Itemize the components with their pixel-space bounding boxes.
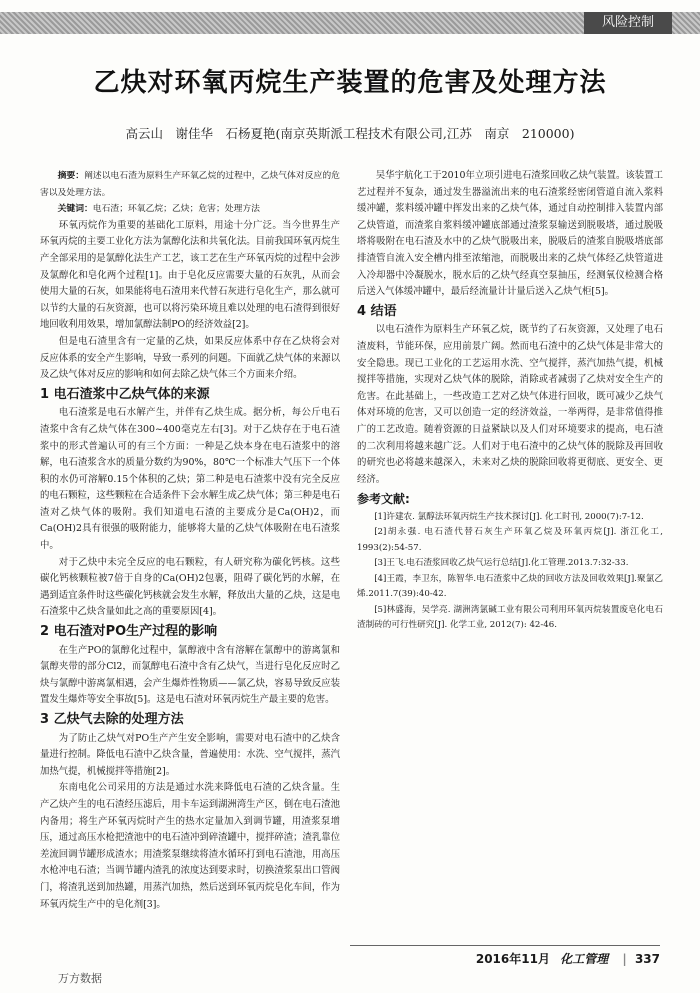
section-heading: 1 电石渣浆中乙炔气体的来源: [40, 386, 210, 402]
intro-paragraph: 但是电石渣里含有一定量的乙炔，如果反应体系中存在乙炔将会对反应体系的安全产生影响，导致一系列的问题。下面就乙炔气体的来源以及乙炔气体对反应的影响和如何去除乙炔气体三个方面来介绍。: [40, 335, 341, 381]
watermark: 万方数据: [58, 972, 102, 985]
reference-item: [3]王飞.电石渣浆回收乙炔气运行总结[J].化工管理.2013.7:32-33.: [374, 558, 629, 569]
body-paragraph: 电石渣浆是电石水解产生，并伴有乙炔生成。据分析，每公斤电石渣浆中含有乙炔气体在300~400毫克左右[3]。对于乙炔存在于电石渣浆中的形式普遍认可的有三个方面：一种是乙炔本身在电石渣浆中的溶解，电石渣浆含水的质量分数约为90%，80℃一个标准大气压下一个体积的水仍可溶解0.15个体积的乙炔；第二种是电石渣浆中没有完全反应的电石颗粒，这些颗粒在合适条件下会水解生成乙炔气体；第三种是电石渣对乙炔气体的吸附。我们知道电石渣的主要成分是Ca(OH)2，而Ca(OH)2具有很强的吸附能力，能够将大量的乙炔气体吸附在电石渣浆中。: [40, 407, 341, 552]
body-paragraph: 以电石渣作为原料生产环氧乙烷，既节约了石灰资源，又处理了电石渣废料，节能环保，应用前景广阔。然而电石渣中的乙炔气体是非常大的安全隐患。现已工业化的工艺运用水洗、空气搅拌，蒸汽加热气提，机械搅拌等措施，实现对乙炔气体的脱除，消除或者减弱了乙炔对安全生产的危害。在此基础上，一些改造工艺对乙炔气体进行回收，既可减少乙炔气体对环境的危害，又可以创造一定的经济效益，一举两得，是非常值得推广的工艺改造。随着资源的日益紧缺以及人们对环境要求的提高，电石渣的二次利用将越来越广泛。人们对于电石渣中的乙炔气体的脱除及再回收的研究也必将越来越深入，未来对乙炔的脱除回收将更彻底、更安全、更经济。: [357, 324, 663, 485]
body-paragraph: 东南电化公司采用的方法是通过水洗来降低电石渣的乙炔含量。生产乙炔产生的电石渣经压滤后，用卡车运到湖洲湾生产区，倒在电石渣池内备用；将生产环氧丙烷时产生的热水定量加入到调节罐，用渣浆泵增压，通过高压水枪把渣池中的电石渣冲到碎渣罐中，搅拌碎渣；渣乳靠位差流回调节罐形成渣水；用渣浆泵继续将渣水循环打到电石渣池，用高压水枪冲电石渣；当调节罐内渣乳的浓度达到要求时，切换渣浆泵出口管阀门，将渣乳送到加热罐，用蒸汽加热，然后送到环氧丙烷皂化车间，作为环氧丙烷生产中的皂化剂[3]。: [40, 782, 341, 910]
reference-item: [1]许建农. 氯醇法环氧丙烷生产技术探讨[J]. 化工时刊, 2000(7):7-12.: [374, 511, 644, 522]
body-paragraph: 对于乙炔中未完全反应的电石颗粒，有人研究称为碳化钙核。这些碳化钙核颗粒被7倍于自身的Ca(OH)2包裹，阻碍了碳化钙的水解，在遇到适宜条件时这些碳化钙核就会发生水解，释放出大量的乙炔，这是电石渣浆中乙炔含量如此之高的重要原因[4]。: [40, 556, 341, 618]
page-footer: [476, 950, 660, 967]
reference-item: [5]林盛海，吴学亮. 湖洲湾氯碱工业有限公司利用环氧丙烷装置废皂化电石渣制砖的可行性研究[J]. 化学工业, 2012(7): 42-46.: [357, 604, 663, 631]
body-paragraph: 为了防止乙炔气对PO生产产生安全影响，需要对电石渣中的乙炔含量进行控制。降低电石渣中乙炔含量，普遍使用：水洗、空气搅拌，蒸汽加热气提，机械搅拌等措施[2]。: [40, 732, 341, 777]
references-heading: 参考文献:: [357, 492, 410, 507]
body-paragraph: 在生产PO的氯醇化过程中，氯醇液中含有溶解在氯醇中的游离氯和氯醇夹带的部分Cl2，而氯醇电石渣中含有乙炔气，当进行皂化反应时乙炔与氯醇中游离氯相遇，会产生爆炸性物质——氯乙炔，容易导致反应装置发生爆炸等安全事故[5]。这是电石渣对环氧丙烷生产最主要的危害。: [40, 644, 341, 706]
left-column: [40, 168, 340, 913]
reference-item: [4]王霞，李卫东，陈智华.电石渣浆中乙炔的回收方法及回收效果[J].聚氯乙烯.2011.7(39):40-42.: [357, 573, 663, 600]
section-heading: 3 乙炔气去除的处理方法: [40, 712, 184, 727]
issue-date: 2016年11月: [475, 952, 550, 966]
right-column: [357, 168, 663, 634]
footer-separator: |: [622, 952, 627, 966]
abstract-text: 阐述以电石渣为原料生产环氧乙烷的过程中，乙炔气体对反应的危害以及处理方法。: [40, 171, 340, 198]
keywords-label: 关键词：: [57, 204, 93, 215]
page-number: 337: [634, 952, 660, 966]
article-title: 乙炔对环氧丙烷生产装置的危害及处理方法: [93, 68, 607, 98]
keywords-text: 电石渣；环氧乙烷；乙炔；危害；处理方法: [92, 204, 260, 215]
section-heading: 4 结语: [357, 303, 397, 319]
reference-item: [2]胡永强. 电石渣代替石灰生产环氧乙烷及环氧丙烷[J]. 浙江化工, 1993(2):54-57.: [357, 527, 663, 553]
intro-paragraph: 环氧丙烷作为重要的基础化工原料，用途十分广泛。当今世界生产环氧丙烷的主要工业化方法为氯醇化法和共氧化法。目前我国环氧丙烷生产全部采用的是氯醇化法生产工艺，该工艺在生产环氧丙烷的过程中会涉及氯醇化和皂化两个过程[1]。由于皂化反应需要大量的石灰乳，从而会使用大量的石灰，如果能将电石渣用来代替石灰进行皂化生产，那么就可以节约大量的石灰资源，也可以将污染环境且难以处理的电石渣得到很好地回收利用效果，增加氯醇法制PO的经济效益[2]。: [40, 219, 341, 331]
section-tab: 风险控制: [584, 12, 672, 34]
footer-divider: [350, 945, 660, 946]
section-heading: 2 电石渣对PO生产过程的影响: [40, 624, 218, 640]
body-paragraph: 吴华宇航化工于2010年立项引进电石渣浆回收乙炔气装置。该装置工艺过程并不复杂，通过发生器溢流出来的电石渣浆经密闭管道自流入浆料缓冲罐，浆料缓冲罐中挥发出来的乙炔气体，通过自动控制排入装置内部乙炔管道，而渣浆自浆料缓冲罐底部通过渣浆泵输送到脱吸塔，通过脱吸塔将吸附在电石渣及水中的乙炔气脱吸出来，脱吸后的渣浆自脱吸塔底部排渣管自流入安全槽内排至浓缩池，而脱吸出来的乙炔气体经乙炔管道进入冷却器中冷凝脱水，脱水后的乙炔气经真空泵抽压，经测氧仪检测合格后送入气体缓冲罐中，最后经流量计计量后送入乙炔气柜[5]。: [357, 170, 663, 298]
abstract: [40, 168, 340, 218]
journal-logo: 化工管理: [560, 952, 609, 966]
abstract-label: 摘要：: [57, 171, 85, 181]
author-line: 高云山 谢佳华 石杨夏艳(南京英斯派工程技术有限公司,江苏 南京 210000): [125, 126, 575, 141]
